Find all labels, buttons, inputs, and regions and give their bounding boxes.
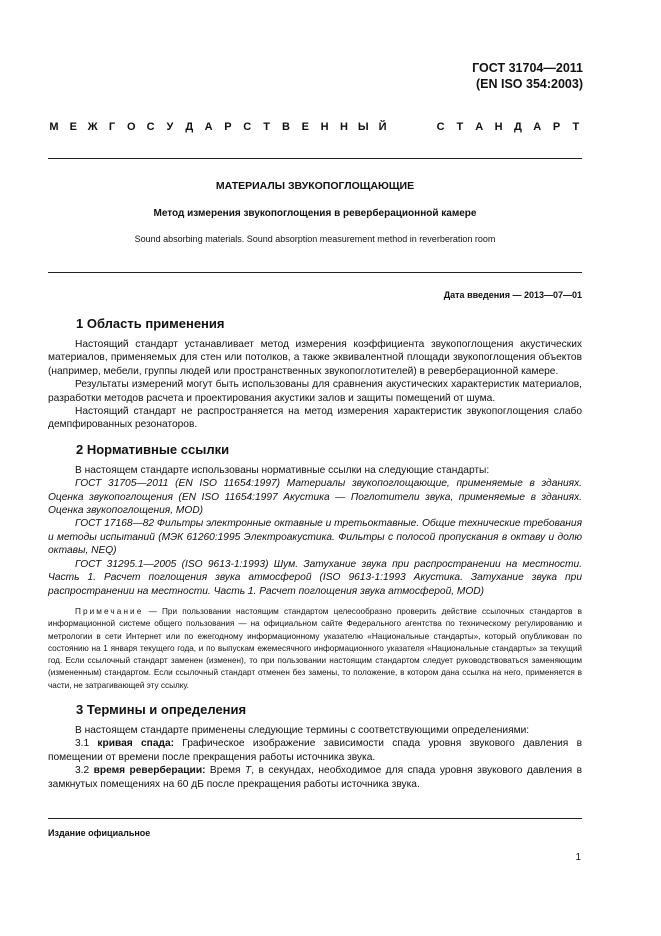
section-heading: 3 Термины и определения — [76, 701, 247, 717]
document-title-english: Sound absorbing materials. Sound absorption measurement method in reverberation room — [134, 234, 496, 244]
banner-letter: Р — [552, 121, 561, 133]
standard-code-line1: ГОСТ 31704—2011 — [472, 61, 583, 75]
term-name: время реверберации: — [93, 765, 206, 777]
note-text: — При пользовании настоящим стандартом целесообразно проверить действие ссылочных стандартов в информационной системе общего пользования — на официальном сайте Федерального агентства по техническому регулированию и метрологии в сети Интернет или по ежегодному информационному указателю «Национальные стандарты», который опубликован по состоянию на 1 января текущего года, и по выпускам ежемесячного информационного указателя «Национальные стандарты» за текущий год. Если ссылочный стандарт заменен (изменен), то при пользовании настоящим стандартом следует руководствоваться заменяющим (измененным) стандартом. Если ссылочный стандарт отменен без замены, то положение, в котором дана ссылка на него, применяется в части, не затрагивающей эту ссылку. — [48, 606, 582, 690]
banner-letter: Ы — [357, 121, 369, 133]
paragraph: Настоящий стандарт не распространяется на метод измерения характеристик звукопоглощения слабо демпфированных резонаторов. — [48, 406, 582, 431]
banner-letter: А — [475, 121, 484, 133]
banner-letter: М — [49, 121, 59, 133]
banner-letter: С — [146, 121, 155, 133]
paragraph: Настоящий стандарт устанавливает метод измерения коэффициента звукопоглощения акустических материалов, применяемых для стен или потолков, а также эквивалентной площади звукопоглощения объектов (например, мебели, группы людей или пространственных звукопоглотителей) в реверберационной камере. — [48, 339, 582, 377]
title-divider — [48, 272, 582, 273]
banner-letter: Ж — [87, 121, 98, 133]
reference-item: ГОСТ 31295.1—2005 (ISO 9613-1:1993) Шум. Затухание звука при распространении на местности. Часть 1. Расчет поглощения звука атмосферой (ISO 9613-1:1993 Акустика. Затухание звука при распространении на местности. Часть 1. Расчет поглощения звука атмосферой, MOD) — [48, 558, 582, 597]
banner-letter: Е — [301, 121, 309, 133]
banner-letter: У — [166, 121, 174, 133]
term-definition — [48, 764, 582, 791]
document-subtitle: Метод измерения звукопоглощения в реверберационной камере — [153, 208, 477, 219]
term-variable: T — [245, 765, 252, 777]
banner-letter: Н — [494, 121, 503, 133]
interstate-standard-banner — [48, 121, 582, 133]
section-heading: 2 Нормативные ссылки — [76, 441, 230, 457]
banner-letter: Г — [108, 121, 116, 133]
banner-letter: Т — [456, 121, 464, 133]
section-normative-references — [48, 442, 582, 692]
banner-letter: А — [533, 121, 542, 133]
banner-letter: А — [204, 121, 213, 133]
standard-code — [472, 60, 583, 92]
section-scope — [48, 316, 582, 432]
document-title: МАТЕРИАЛЫ ЗВУКОПОГЛОЩАЮЩИЕ — [215, 180, 415, 192]
paragraph: Результаты измерений могут быть использованы для сравнения акустических характеристик материалов, разработки методов расчета и проектирования акустики залов и защиты помещений от шума. — [48, 379, 582, 404]
banner-letter: Т — [572, 121, 580, 133]
note — [48, 606, 582, 692]
note-label: Примечание — [75, 606, 144, 616]
standard-code-line2: (EN ISO 354:2003) — [476, 77, 583, 91]
term-text: Время — [205, 765, 246, 777]
banner-letter: Т — [263, 121, 270, 133]
footer-divider — [48, 818, 582, 819]
banner-letter: Н — [320, 121, 329, 133]
page-number: 1 — [575, 852, 581, 863]
banner-letter: О — [127, 121, 136, 133]
paragraph: В настоящем стандарте использованы нормативные ссылки на следующие стандарты: — [75, 464, 490, 476]
banner-letter: Н — [339, 121, 348, 133]
edition-label: Издание официальное — [48, 828, 151, 838]
term-text: Графическое изображение зависимости спада уровня звукового давления в помещении от времени после прекращения работы источника звука. — [48, 738, 582, 763]
section-heading: 1 Область применения — [76, 316, 225, 331]
banner-letter: Д — [513, 121, 522, 133]
banner-letter: Д — [185, 121, 194, 133]
term-text: , в секундах, необходимое для спада уровня звукового давления в замкнутых помещениях на 60 дБ после прекращения работы источника звука. — [48, 765, 582, 790]
term-name: кривая спада: — [97, 738, 175, 750]
section-terms — [48, 702, 582, 791]
banner-letter: Й — [378, 121, 387, 133]
top-divider — [48, 158, 582, 159]
banner-letter: С — [436, 121, 445, 133]
reference-item: ГОСТ 31705—2011 (EN ISO 11654:1997) Материалы звукопоглощающие, применяемые в зданиях. Оценка звукопоглощения (EN ISO 11654:1997 Акустика — Поглотители звука, применяемые в зданиях. Оценка звукопоглощения, MOD) — [48, 478, 582, 517]
banner-letter: В — [281, 121, 290, 133]
term-number: 3.2 — [75, 765, 94, 777]
term-number: 3.1 — [75, 738, 98, 750]
banner-letter: С — [243, 121, 252, 133]
term-definition — [48, 737, 582, 764]
document-body — [48, 316, 582, 801]
banner-letter: Е — [69, 121, 77, 133]
banner-letter: Р — [224, 121, 232, 133]
reference-item: ГОСТ 17168—82 Фильтры электронные октавные и третьоктавные. Общие технические требования и методы испытаний (МЭК 61260:1995 Электроакустика. Фильтры с полосой пропускания в октаву и долю октавы, NEQ) — [48, 518, 583, 557]
introduction-date: Дата введения — 2013—07—01 — [443, 290, 582, 300]
paragraph: В настоящем стандарте применены следующие термины с соответствующими определениями: — [75, 724, 530, 736]
